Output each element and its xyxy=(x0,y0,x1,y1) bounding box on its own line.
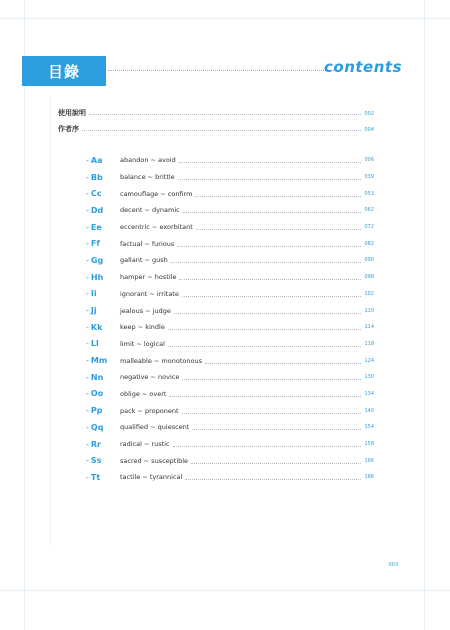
toc-letter xyxy=(86,256,120,265)
leader-dots xyxy=(192,424,361,430)
margin-line xyxy=(50,96,51,546)
crop-mark xyxy=(0,590,450,591)
contents-header xyxy=(22,56,402,86)
leader-dots xyxy=(182,408,362,414)
toc-word-range: malleable ~ monotonous xyxy=(120,356,202,365)
bullet-dash: - xyxy=(86,272,89,282)
leader-dots xyxy=(169,391,361,397)
bullet-dash: - xyxy=(86,189,89,199)
page-ref: 090 xyxy=(364,257,374,264)
toc-word-range: limit ~ logical xyxy=(120,339,165,348)
toc-entry[interactable] xyxy=(86,402,374,419)
bullet-dash: - xyxy=(86,172,89,182)
toc-letter xyxy=(86,389,120,398)
bullet-dash: - xyxy=(86,372,89,382)
toc-letter-text: Cc xyxy=(90,189,102,199)
page-ref: 134 xyxy=(364,390,374,397)
leader-dots xyxy=(205,358,362,364)
toc-letter xyxy=(86,173,120,182)
toc-letter-text: Ii xyxy=(90,289,97,299)
toc-word-range: negative ~ novice xyxy=(120,373,180,382)
toc-entry[interactable] xyxy=(86,152,374,169)
toc-word-range: keep ~ kindle xyxy=(120,323,165,332)
page-ref: 098 xyxy=(364,274,374,281)
toc-letter xyxy=(86,406,120,415)
toc-list xyxy=(86,152,374,486)
header-divider xyxy=(108,70,340,71)
leader-dots xyxy=(178,174,362,180)
toc-entry[interactable] xyxy=(86,286,374,303)
toc-letter-text: Dd xyxy=(90,205,104,215)
toc-letter-text: Pp xyxy=(90,406,103,416)
toc-letter xyxy=(86,223,120,232)
toc-entry[interactable] xyxy=(86,352,374,369)
page-ref: 114 xyxy=(364,324,374,331)
toc-letter xyxy=(86,473,120,482)
leader-dots xyxy=(174,308,362,314)
contents-title-cn: 目錄 xyxy=(47,62,80,81)
crop-mark xyxy=(424,0,425,630)
bullet-dash: - xyxy=(86,322,89,332)
toc-letter-text: Ll xyxy=(90,339,99,349)
toc-word-range: eccentric ~ exorbitant xyxy=(120,223,193,232)
toc-entry[interactable] xyxy=(86,452,374,469)
toc-word-range: pack ~ proponent xyxy=(120,406,179,415)
toc-word-range: ignorant ~ irritate xyxy=(120,289,179,298)
toc-letter-text: Aa xyxy=(90,155,103,165)
bullet-dash: - xyxy=(86,456,89,466)
bullet-dash: - xyxy=(86,255,89,265)
bullet-dash: - xyxy=(86,356,89,366)
leader-dots xyxy=(179,274,361,280)
front-matter-item[interactable] xyxy=(58,108,374,124)
page-number: 003 xyxy=(388,562,398,568)
toc-letter xyxy=(86,440,120,449)
front-matter-label: 使用說明 xyxy=(58,109,86,117)
toc-entry[interactable] xyxy=(86,369,374,386)
toc-letter xyxy=(86,339,120,348)
toc-letter xyxy=(86,306,120,315)
toc-entry[interactable] xyxy=(86,169,374,186)
bullet-dash: - xyxy=(86,306,89,316)
toc-letter-text: Mm xyxy=(90,356,108,366)
page-ref: 110 xyxy=(364,307,374,314)
page-ref: 124 xyxy=(364,357,374,364)
bullet-dash: - xyxy=(86,339,89,349)
page-ref: 140 xyxy=(364,407,374,414)
leader-dots xyxy=(173,441,362,447)
bullet-dash: - xyxy=(86,439,89,449)
toc-word-range: balance ~ brittle xyxy=(120,173,175,182)
toc-word-range: sacred ~ susceptible xyxy=(120,456,189,465)
toc-letter xyxy=(86,156,120,165)
bullet-dash: - xyxy=(86,389,89,399)
toc-entry[interactable] xyxy=(86,219,374,236)
toc-letter xyxy=(86,456,120,465)
toc-word-range: abandon ~ avoid xyxy=(120,156,176,165)
contents-title-en: contents xyxy=(324,58,402,76)
toc-word-range: camouflage ~ confirm xyxy=(120,189,193,198)
toc-letter-text: Oo xyxy=(90,389,104,399)
toc-word-range: decent ~ dynamic xyxy=(120,206,180,215)
leader-dots xyxy=(168,324,362,330)
leader-dots xyxy=(179,157,362,163)
toc-letter-text: Qq xyxy=(90,422,104,432)
toc-letter xyxy=(86,189,120,198)
bullet-dash: - xyxy=(86,289,89,299)
page-ref: 072 xyxy=(364,224,374,231)
leader-dots xyxy=(195,191,361,197)
page-ref: 130 xyxy=(364,374,374,381)
page-ref: 158 xyxy=(364,441,374,448)
toc-letter xyxy=(86,206,120,215)
page-ref: 102 xyxy=(364,290,374,297)
contents-title-box xyxy=(22,56,106,86)
bullet-dash: - xyxy=(86,155,89,165)
toc-word-range: gallant ~ gush xyxy=(120,256,168,265)
crop-mark xyxy=(24,0,25,630)
toc-letter-text: Tt xyxy=(90,472,101,482)
leader-dots xyxy=(182,374,361,380)
leader-dots xyxy=(185,474,361,480)
bullet-dash: - xyxy=(86,205,89,215)
page-ref: 004 xyxy=(364,127,374,133)
bullet-dash: - xyxy=(86,406,89,416)
toc-entry[interactable] xyxy=(86,302,374,319)
crop-mark xyxy=(0,18,450,19)
toc-word-range: qualified ~ quiescent xyxy=(120,423,190,432)
leader-dots xyxy=(196,224,362,230)
toc-letter xyxy=(86,289,120,298)
toc-word-range: tactile ~ tyrannical xyxy=(120,473,183,482)
toc-word-range: factual ~ furious xyxy=(120,239,175,248)
page-ref: 002 xyxy=(364,111,374,117)
bullet-dash: - xyxy=(86,472,89,482)
toc-entry[interactable] xyxy=(86,185,374,202)
toc-letter-text: Rr xyxy=(90,439,101,449)
toc-letter xyxy=(86,323,120,332)
leader-dots xyxy=(168,341,361,347)
toc-letter-text: Bb xyxy=(90,172,103,182)
page-ref: 118 xyxy=(364,340,374,347)
leader-dots xyxy=(183,207,362,213)
toc-word-range: oblige ~ overt xyxy=(120,389,167,398)
toc-word-range: jealous ~ judge xyxy=(120,306,171,315)
page-ref: 006 xyxy=(364,157,374,164)
page-ref: 062 xyxy=(364,207,374,214)
leader-dots xyxy=(171,257,362,263)
toc-word-range: radical ~ rustic xyxy=(120,440,170,449)
leader-dots xyxy=(191,458,361,464)
toc-entry[interactable] xyxy=(86,202,374,219)
page-ref: 082 xyxy=(364,240,374,247)
toc-entry[interactable] xyxy=(86,419,374,436)
toc-letter-text: Kk xyxy=(90,322,103,332)
toc-entry[interactable] xyxy=(86,469,374,486)
toc-letter-text: Jj xyxy=(90,306,97,316)
bullet-dash: - xyxy=(86,422,89,432)
toc-letter xyxy=(86,356,120,365)
toc-entry[interactable] xyxy=(86,336,374,353)
toc-letter xyxy=(86,373,120,382)
toc-letter-text: Gg xyxy=(90,255,104,265)
front-matter-list xyxy=(58,108,374,140)
toc-letter-text: Hh xyxy=(90,272,104,282)
front-matter-label: 作者序 xyxy=(58,125,79,133)
toc-entry[interactable] xyxy=(86,436,374,453)
page-ref: 039 xyxy=(364,174,374,181)
page-ref: 154 xyxy=(364,424,374,431)
toc-letter xyxy=(86,273,120,282)
toc-letter-text: Ff xyxy=(90,239,100,249)
toc-entry[interactable] xyxy=(86,235,374,252)
front-matter-item[interactable] xyxy=(58,124,374,140)
toc-letter xyxy=(86,239,120,248)
page-ref: 053 xyxy=(364,190,374,197)
toc-letter-text: Ee xyxy=(90,222,102,232)
toc-word-range: hamper ~ hostile xyxy=(120,273,177,282)
bullet-dash: - xyxy=(86,239,89,249)
page-ref: 186 xyxy=(364,474,374,481)
toc-entry[interactable] xyxy=(86,386,374,403)
page-ref: 166 xyxy=(364,457,374,464)
toc-letter xyxy=(86,423,120,432)
toc-entry[interactable] xyxy=(86,269,374,286)
bullet-dash: - xyxy=(86,222,89,232)
toc-letter-text: Nn xyxy=(90,372,104,382)
toc-entry[interactable] xyxy=(86,252,374,269)
toc-entry[interactable] xyxy=(86,319,374,336)
leader-dots xyxy=(177,241,361,247)
leader-dots xyxy=(82,125,361,131)
toc-letter-text: Ss xyxy=(90,456,102,466)
leader-dots xyxy=(182,291,362,297)
leader-dots xyxy=(89,109,361,115)
